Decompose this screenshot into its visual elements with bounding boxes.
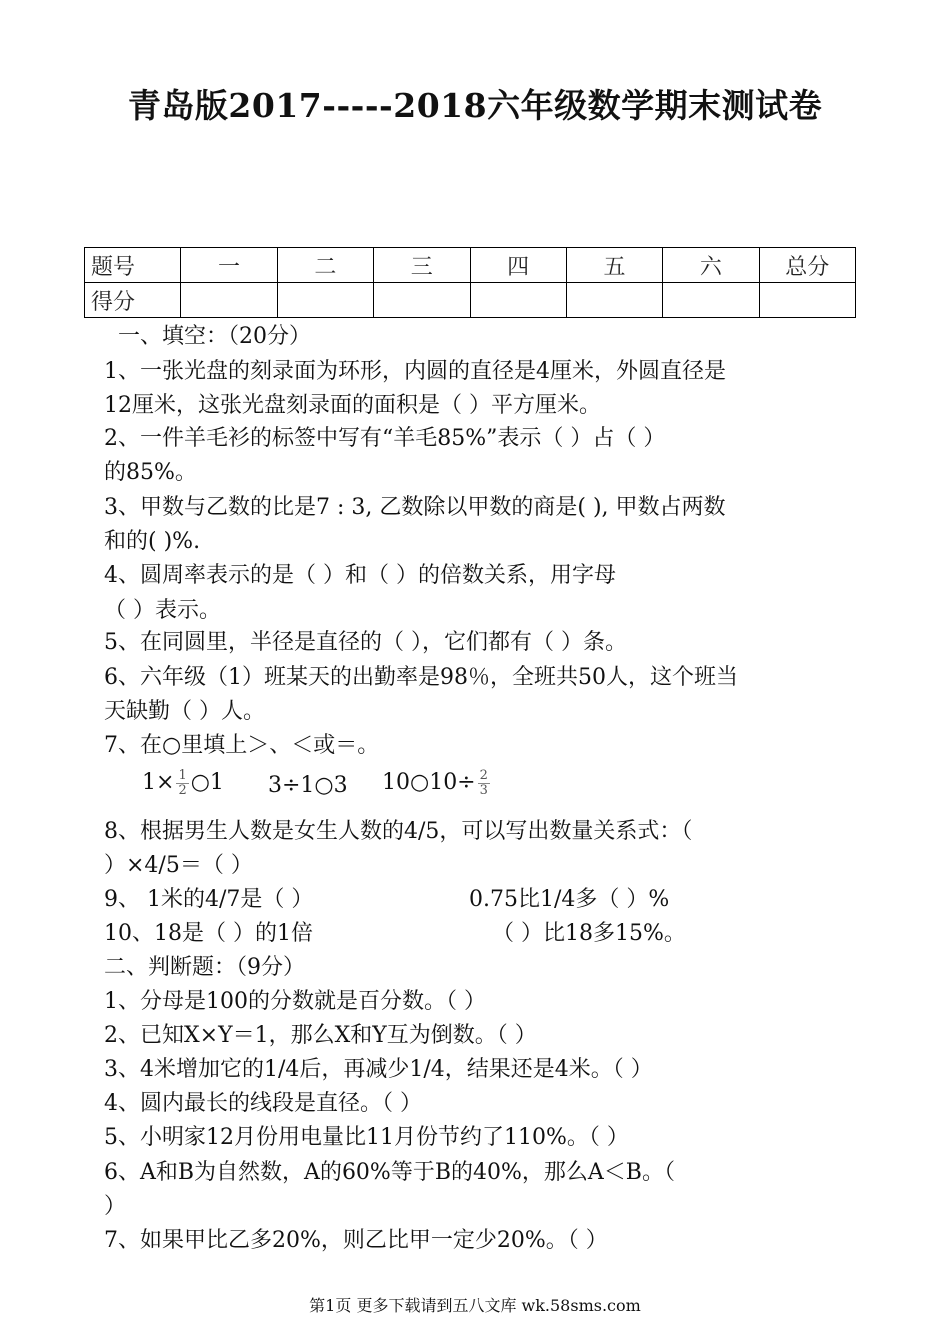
q6-line1: 6、六年级（1）班某天的出勤率是98％，全班共50人，这个班当 xyxy=(104,665,738,690)
q10-part-a: 10、18是（ ）的1倍 xyxy=(104,921,313,946)
score-cell xyxy=(277,283,373,318)
table-cell: 三 xyxy=(374,248,470,283)
q1-line2: 12厘米，这张光盘刻录面的面积是（ ）平方厘米。 xyxy=(104,393,601,418)
q1-line1: 1、一张光盘的刻录面为环形，内圆的直径是4厘米，外圆直径是 xyxy=(104,359,726,384)
section2-heading: 二、判断题：（9分） xyxy=(104,955,305,980)
judge-q1: 1、分母是100的分数就是百分数。（ ） xyxy=(104,989,486,1014)
q8-line1: 8、根据男生人数是女生人数的4/5，可以写出数量关系式：（ xyxy=(104,819,693,844)
judge-q3: 3、4米增加它的1/4后，再减少1/4，结果还是4米。（ ） xyxy=(104,1057,653,1082)
score-table-header-row xyxy=(85,248,856,283)
score-cell xyxy=(470,283,566,318)
score-cell xyxy=(181,283,277,318)
q4-line2: （ ）表示。 xyxy=(104,598,221,623)
q7-line: 7、在○里填上＞、＜或＝。 xyxy=(104,733,380,758)
q2-line1: 2、一件羊毛衫的标签中写有“羊毛85%”表示（ ）占（ ） xyxy=(104,426,666,451)
table-cell: 题号 xyxy=(85,248,181,283)
judge-q7: 7、如果甲比乙多20%，则乙比甲一定少20%。（ ） xyxy=(104,1228,608,1253)
q7-compare-c xyxy=(382,768,492,798)
q8-line2: ）×4/5＝（ ） xyxy=(104,853,253,878)
q7-c-prefix: 10○10÷ xyxy=(382,770,476,795)
q9-part-b: 0.75比1/4多（ ）% xyxy=(469,887,670,912)
score-cell xyxy=(566,283,662,318)
q6-line2: 天缺勤（ ）人。 xyxy=(104,699,265,724)
table-cell: 四 xyxy=(470,248,566,283)
q3-line1: 3、甲数与乙数的比是7 : 3, 乙数除以甲数的商是( ), 甲数占两数 xyxy=(104,495,726,520)
q5-line: 5、在同圆里，半径是直径的（ ），它们都有（ ）条。 xyxy=(104,630,627,655)
judge-q2: 2、已知X×Y＝1，那么X和Y互为倒数。（ ） xyxy=(104,1023,537,1048)
fraction-denominator: 2 xyxy=(178,782,187,798)
q10-part-b: （ ）比18多15%。 xyxy=(492,921,686,946)
table-cell: 一 xyxy=(181,248,277,283)
q7-a-suffix: ○1 xyxy=(190,770,224,795)
table-cell: 六 xyxy=(663,248,759,283)
q7-a-prefix: 1× xyxy=(142,770,175,795)
q3-line2: 和的( )%. xyxy=(104,529,201,554)
section1-heading: 一、填空：（20分） xyxy=(118,324,311,349)
q7-compare-a xyxy=(142,768,224,798)
score-cell xyxy=(374,283,470,318)
page-footer: 第1页 更多下载请到五八文库 wk.58sms.com xyxy=(309,1296,641,1315)
judge-q4: 4、圆内最长的线段是直径。（ ） xyxy=(104,1091,422,1116)
page-title: 青岛版2017-----2018六年级数学期末测试卷 xyxy=(127,86,823,125)
judge-q6-line2: ） xyxy=(104,1194,127,1219)
score-table xyxy=(84,247,856,318)
fraction xyxy=(176,769,188,798)
judge-q5: 5、小明家12月份用电量比11月份节约了110%。（ ） xyxy=(104,1125,629,1150)
q4-line1: 4、圆周率表示的是（ ）和（ ）的倍数关系，用字母 xyxy=(104,563,616,588)
fraction-denominator: 3 xyxy=(479,782,488,798)
table-cell: 五 xyxy=(566,248,662,283)
q7-compare-b: 3÷1○3 xyxy=(268,773,348,798)
fraction xyxy=(478,769,490,798)
judge-q6-line1: 6、A和B为自然数，A的60%等于B的40%，那么A＜B。（ xyxy=(104,1160,675,1185)
q2-line2: 的85%。 xyxy=(104,460,197,485)
table-cell: 二 xyxy=(277,248,373,283)
table-cell: 得分 xyxy=(85,283,181,318)
score-cell xyxy=(759,283,855,318)
score-cell xyxy=(663,283,759,318)
q9-part-a: 9、 1米的4/7是（ ） xyxy=(104,887,314,912)
fraction-numerator: 1 xyxy=(178,767,187,783)
table-cell: 总分 xyxy=(759,248,855,283)
fraction-numerator: 2 xyxy=(479,767,488,783)
score-table-score-row xyxy=(85,283,856,318)
